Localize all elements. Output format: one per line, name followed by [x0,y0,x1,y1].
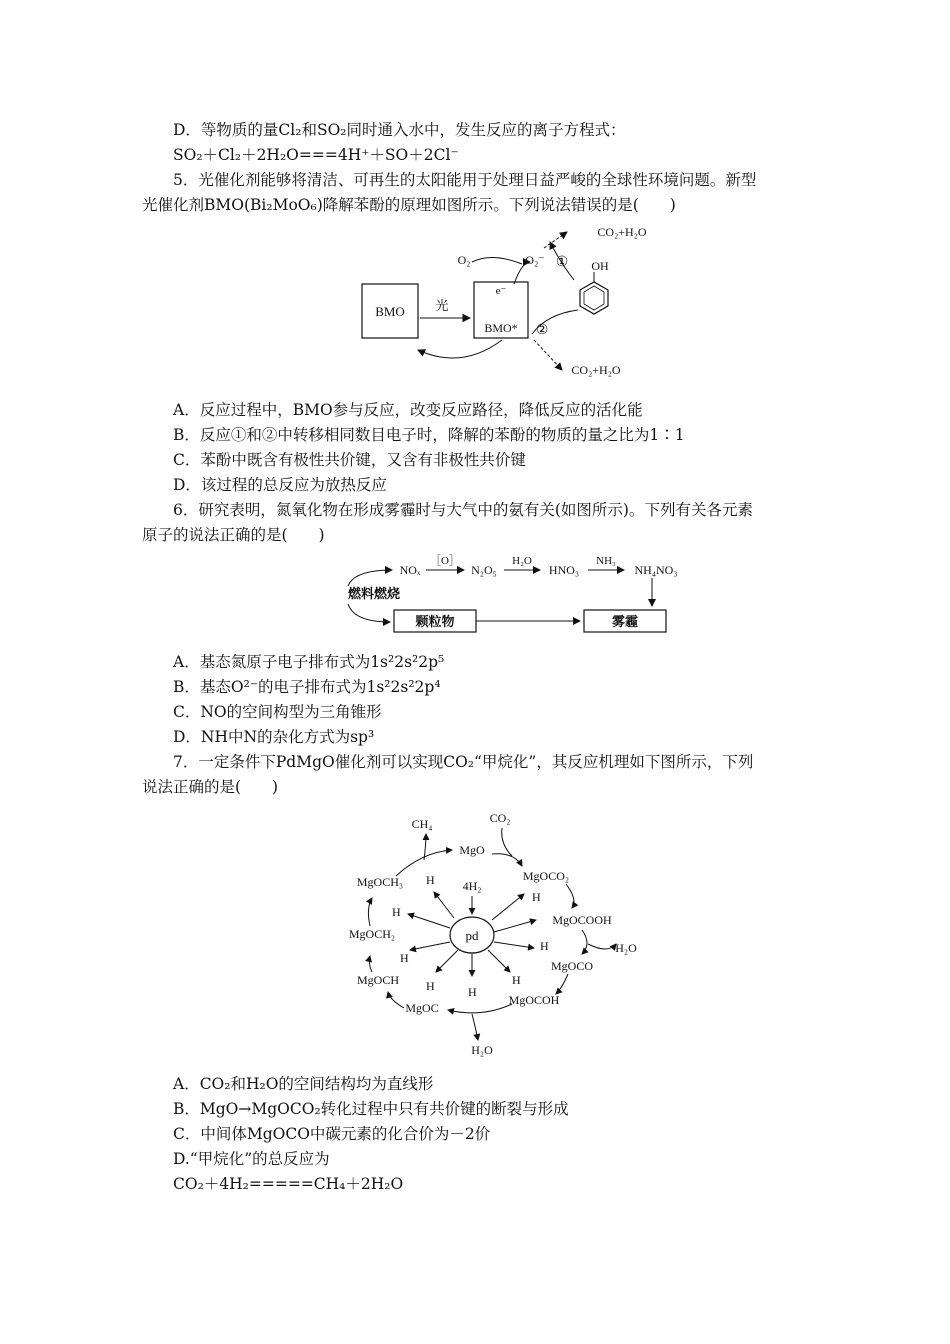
fuel-label: 燃料燃烧 [347,586,401,601]
q7-figure [142,804,810,1066]
particles-label: 颗粒物 [415,614,455,629]
q6-stem-line1: 6．研究表明，氮氧化物在形成雾霾时与大气中的氨有关(如图所示)。下列有关各元素 [173,501,753,519]
nox-label: NOₓ [399,563,421,577]
step2-label: ② [535,323,549,338]
q7-option-b: B．MgO→MgOCO₂转化过程中只有共价键的断裂与形成 [173,1100,569,1118]
q6-option-a: A．基态氮原子电子排布式为1s²2s²2p⁵ [173,653,445,671]
q7-option-a: A．CO₂和H₂O的空间结构均为直线形 [173,1075,434,1093]
hno3-label: HNO₃ [548,563,580,577]
q6-option-c: C．NO的空间构型为三角锥形 [173,703,382,721]
bmo-star-label: BMO* [484,321,518,335]
o2-minus-label: O₂⁻ [525,253,545,267]
q6-figure [142,552,810,644]
q7-stem-line1: 7．一定条件下PdMgO催化剂可以实现CO₂“甲烷化”，其反应机理如下图所示，下列 [173,753,754,771]
q5-stem-line2: 光催化剂BMO(Bi₂MoO₆)降解苯酚的原理如图所示。下列说法错误的是( ) [142,196,676,214]
oh-label: OH [591,259,609,273]
h2o-right-label: H₂O [615,941,637,955]
q5-figure [142,222,810,392]
h-2: H [540,939,549,953]
h-8: H [426,873,435,887]
smog-formation-diagram [142,552,810,644]
product-top: CO₂+H₂O [597,225,647,239]
o-label: ［O］ [430,555,460,567]
q7-option-c: C．中间体MgOCO中碳元素的化合价为－2价 [173,1125,491,1143]
h4-label: 4H₂ [462,879,482,893]
q5-option-b: B．反应①和②中转移相同数目电子时，降解的苯酚的物质的量之比为1∶1 [173,426,685,444]
h2o-bottom-label: H₂O [471,1043,493,1057]
q4-option-d: D．等物质的量Cl₂和SO₂同时通入水中，发生反应的离子方程式： [173,121,626,139]
mgocooh-label: MgOCOOH [552,913,612,927]
mgo-label: MgO [459,843,485,857]
ch4-label: CH₄ [411,817,433,831]
methanation-mechanism-diagram [142,804,810,1066]
h-4: H [468,985,477,999]
q6-option-b: B．基态O²⁻的电子排布式为1s²2s²2p⁴ [173,678,441,696]
step2-dashed-arrow [534,340,562,370]
pd-label: pd [465,928,479,943]
o2-label: O₂ [457,253,471,267]
q5-option-c: C．苯酚中既含有极性共价键，又含有非极性共价键 [173,451,526,469]
q5-option-d: D．该过程的总反应为放热反应 [173,476,387,494]
mgoco2-label: MgOCO₂ [522,869,570,883]
return-arrow [418,340,502,358]
smog-label: 雾霾 [611,614,639,629]
bmo-label: BMO [375,304,405,319]
step1-dashed-arrow [544,232,567,248]
q4-option-d-equation: SO₂＋Cl₂＋2H₂O===4H⁺＋SO＋2Cl⁻ [173,146,459,164]
fuel-to-particles [348,604,390,622]
mgoch-label: MgOCH [356,973,400,987]
product-bottom: CO₂+H₂O [571,363,621,377]
q6-option-d: D．NH中N的杂化方式为sp³ [173,728,375,746]
bmo-photocatalysis-diagram [142,222,810,392]
mgoch3-label: MgOCH₃ [356,875,404,889]
mgoc-label: MgOC [405,1001,439,1015]
document-page [142,118,810,1197]
fuel-to-nox [348,570,392,586]
q7-option-d: D.“甲烷化”的总反应为 [173,1150,330,1168]
n2o5-label: N₂O₅ [471,563,497,577]
mgoco-label: MgOCO [550,959,594,973]
h-7: H [392,905,401,919]
q6-stem-line2: 原子的说法正确的是( ) [142,526,325,544]
h-6: H [400,951,409,965]
q7-stem-line2: 说法正确的是( ) [142,778,279,796]
h2o-label: H₂O [512,555,532,567]
h-1: H [532,890,541,904]
q5-stem-line1: 5．光催化剂能够将清洁、可再生的太阳能用于处理日益严峻的全球性环境问题。新型 [173,171,757,189]
nh3-label: NH₃ [596,555,616,567]
h-5: H [426,979,435,993]
light-label: 光 [435,298,449,313]
co2-label: CO₂ [489,811,511,825]
step1-label: ① [555,255,569,270]
nh4no3-label: NH₄NO₃ [634,563,678,577]
electron-label: e⁻ [495,285,507,297]
q5-option-a: A．反应过程中，BMO参与反应，改变反应路径，降低反应的活化能 [173,401,643,419]
mgoch2-label: MgOCH₂ [348,927,396,941]
q7-final-equation: CO₂＋4H₂=====CH₄＋2H₂O [173,1175,404,1193]
h-3: H [512,973,521,987]
mgocoh-label: MgOCOH [508,993,560,1007]
